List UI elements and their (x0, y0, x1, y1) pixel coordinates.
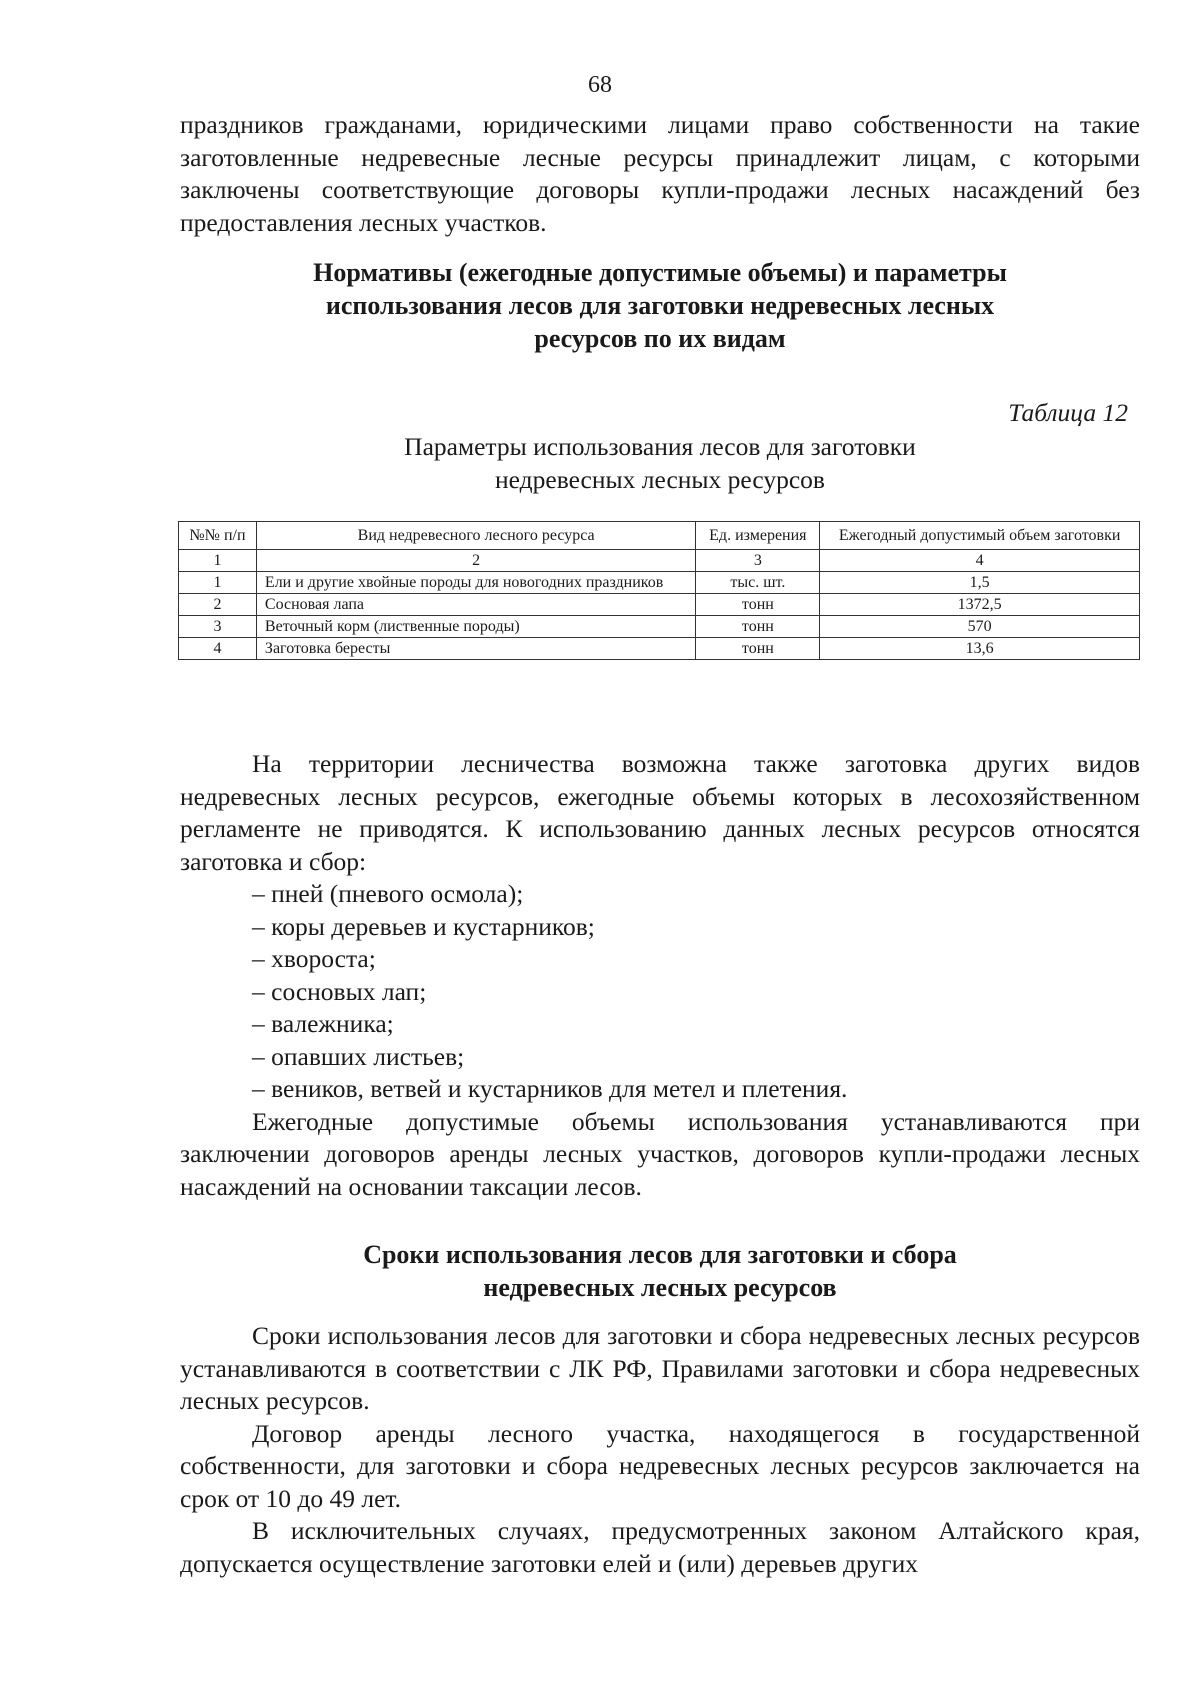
section-heading-terms (180, 1238, 1140, 1304)
row-unit: тонн (696, 638, 820, 660)
table-caption-line2: недревесных лесных ресурсов (495, 465, 825, 494)
territory-section (180, 748, 1140, 1203)
row-volume: 13,6 (820, 638, 1140, 660)
row-resource: Сосновая лапа (256, 594, 695, 616)
table-row (179, 616, 1140, 638)
colnum-cell: 2 (256, 550, 695, 572)
row-volume: 1,5 (820, 572, 1140, 594)
heading1-line3: ресурсов по их видам (534, 324, 786, 353)
colnum-cell: 3 (696, 550, 820, 572)
row-num: 4 (179, 638, 257, 660)
annual-volumes-paragraph: Ежегодные допустимые объемы использования устанавливаются при заключении договоров аренды лесных участков, договоров купли-продажи лесных насаждений на основании таксации лесов. (180, 1106, 1140, 1201)
row-unit: тонн (696, 594, 820, 616)
list-item: – веников, ветвей и кустарников для метел и плетения. (252, 1074, 848, 1103)
resource-list (180, 878, 1140, 1106)
list-item: – коры деревьев и кустарников; (252, 911, 595, 941)
table-header-row (179, 522, 1140, 550)
table-label: Таблица 12 (1008, 398, 1128, 427)
heading1-line2: использования лесов для заготовки недревесных лесных (325, 291, 995, 320)
header-unit: Ед. измерения (696, 522, 820, 550)
colnum-cell: 4 (820, 550, 1140, 572)
intro-paragraph (180, 109, 1140, 239)
header-volume: Ежегодный допустимый объем заготовки (820, 522, 1140, 550)
list-item: – пней (пневого осмола); (252, 879, 524, 908)
terms-section (180, 1320, 1140, 1580)
resources-table (178, 521, 1140, 660)
heading2-line2: недревесных лесных ресурсов (483, 1273, 837, 1302)
row-unit: тыс. шт. (696, 572, 820, 594)
section-heading-norms (180, 256, 1140, 355)
table-caption (180, 430, 1140, 496)
heading2-line1: Сроки использования лесов для заготовки и сбора (363, 1240, 957, 1269)
row-unit: тонн (696, 616, 820, 638)
table-row (179, 638, 1140, 660)
row-num: 1 (179, 572, 257, 594)
terms-paragraph: Сроки использования лесов для заготовки и сбора недревесных лесных ресурсов устанавливаются в соответствии с ЛК РФ, Правилами заготовки и сбора недревесных лесных ресурсов. (180, 1321, 1140, 1415)
table-colnum-row (179, 550, 1140, 572)
exceptional-paragraph: В исключительных случаях, предусмотренных законом Алтайского края, допускается осуществление заготовки елей и (или) деревьев других (180, 1516, 1140, 1578)
page-number: 68 (588, 72, 612, 98)
list-item: – опавших листьев; (252, 1041, 465, 1071)
colnum-cell: 1 (179, 550, 257, 572)
row-num: 2 (179, 594, 257, 616)
list-item: – сосновых лап; (252, 976, 427, 1006)
row-resource: Веточный корм (лиственные породы) (256, 616, 695, 638)
row-volume: 1372,5 (820, 594, 1140, 616)
row-resource: Заготовка бересты (256, 638, 695, 660)
row-resource: Ели и другие хвойные породы для новогодних праздников (256, 572, 695, 594)
heading1-line1: Нормативы (ежегодные допустимые объемы) и параметры (313, 258, 1007, 287)
row-volume: 570 (820, 616, 1140, 638)
list-item: – валежника; (252, 1009, 394, 1038)
table-row (179, 594, 1140, 616)
territory-paragraph: На территории лесничества возможна также заготовка других видов недревесных лесных ресурсов, ежегодные объемы которых в лесохозяйственном регламенте не приводятся. К использованию данных лесных ресурсов относятся заготовка и сбор: (180, 749, 1140, 876)
table-caption-line1: Параметры использования лесов для заготовки (404, 432, 916, 461)
intro-text: праздников гражданами, юридическими лицами право собственности на такие заготовленные недревесные лесные ресурсы принадлежит лицам, с которыми заключены соответствующие договоры купли-продажи лесных насаждений без предоставления лесных участков. (180, 110, 1140, 237)
lease-paragraph: Договор аренды лесного участка, находящегося в государственной собственности, для заготовки и сбора недревесных лесных ресурсов заключается на срок от 10 до 49 лет. (180, 1418, 1140, 1513)
row-num: 3 (179, 616, 257, 638)
header-num: №№ п/п (179, 522, 257, 550)
list-item: – хвороста; (252, 944, 376, 973)
header-resource: Вид недревесного лесного ресурса (256, 522, 695, 550)
table-row (179, 572, 1140, 594)
